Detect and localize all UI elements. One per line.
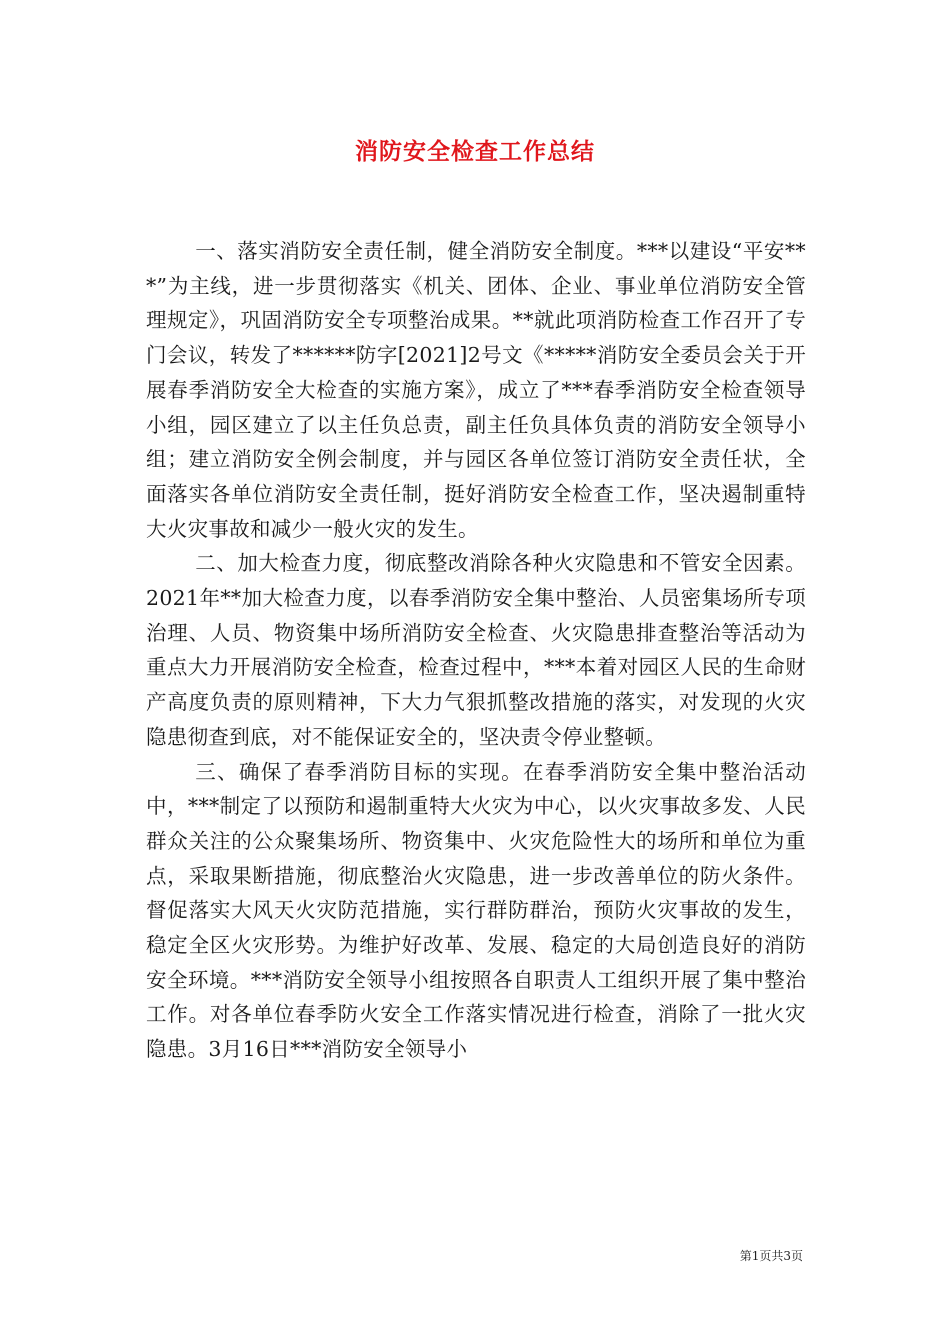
document-title: 消防安全检查工作总结 [355,139,595,165]
document-body [146,234,806,1067]
page-number: 第1页共3页 [739,1249,803,1263]
paragraph-2: 二、加大检查力度，彻底整改消除各种火灾隐患和不管安全因素。2021年**加大检查力度，以春季消防安全集中整治、人员密集场所专项治理、人员、物资集中场所消防安全检查、火灾隐患排查整治等活动为重点大力开展消防安全检查，检查过程中，***本着对园区人民的生命财产高度负责的原则精神，下大力气狠抓整改措施的落实，对发现的火灾隐患彻查到底，对不能保证安全的，坚决责令停业整顿。 [146,551,806,749]
paragraph-1: 一、落实消防安全责任制，健全消防安全制度。***以建设“平安***”为主线，进一步贯彻落实《机关、团体、企业、事业单位消防安全管理规定》，巩固消防安全专项整治成果。**就此项消防检查工作召开了专门会议，转发了******防字[2021]2号文《*****消防安全委员会关于开展春季消防安全大检查的实施方案》，成立了***春季消防安全检查领导小组，园区建立了以主任负总责，副主任负具体负责的消防安全领导小组；建立消防安全例会制度，并与园区各单位签订消防安全责任状，全面落实各单位消防安全责任制，挺好消防安全检查工作，坚决遏制重特大火灾事故和减少一般火灾的发生。 [146,239,806,541]
paragraph-3: 三、确保了春季消防目标的实现。在春季消防安全集中整治活动中，***制定了以预防和遏制重特大火灾为中心，以火灾事故多发、人民群众关注的公众聚集场所、物资集中、火灾危险性大的场所和单位为重点，采取果断措施，彻底整治火灾隐患，进一步改善单位的防火条件。督促落实大风天火灾防范措施，实行群防群治，预防火灾事故的发生，稳定全区火灾形势。为维护好改革、发展、稳定的大局创造良好的消防安全环境。***消防安全领导小组按照各自职责人工组织开展了集中整治工作。对各单位春季防火安全工作落实情况进行检查，消除了一批火灾隐患。3月16日***消防安全领导小 [146,759,806,1062]
